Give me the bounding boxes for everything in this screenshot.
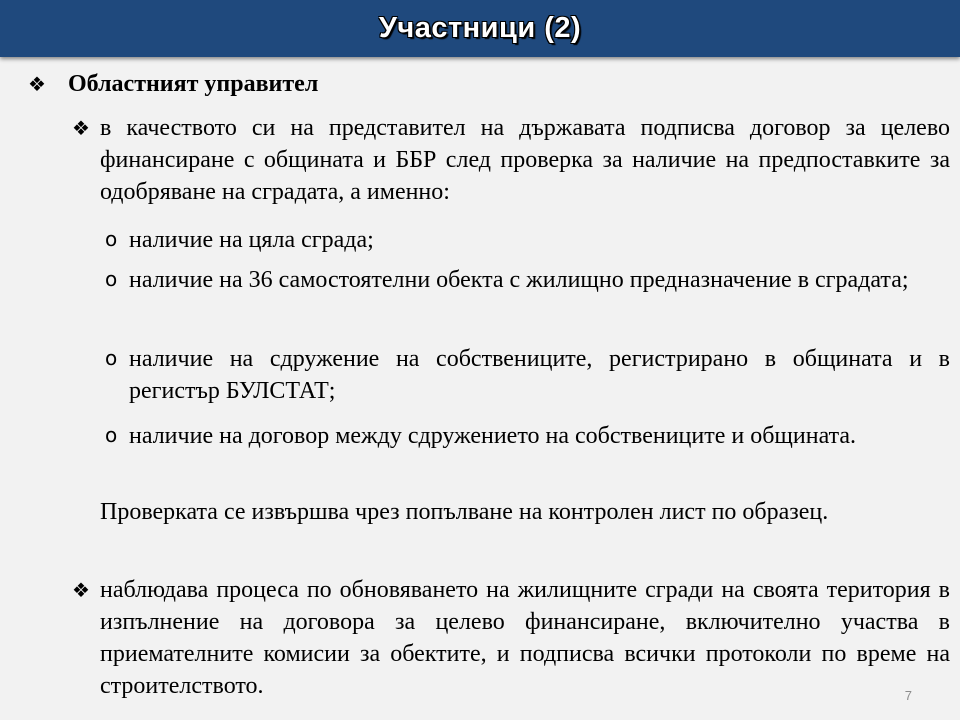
bullet-item-1 [72, 112, 950, 208]
bullet-item-2 [72, 574, 950, 702]
heading-text: Областният управител [68, 71, 319, 97]
sub-bullet-text: наличие на цяла сграда; [129, 227, 374, 253]
four-diamond-bullet-icon: ❖ [72, 578, 90, 602]
bullet-text: в качеството си на представител на държавата подписва договор за целево финансиране с общината и ББР след проверка за наличие на предпоставките за одобряване на сградата, а именно: [100, 115, 950, 205]
hollow-circle-bullet-icon: o [105, 227, 118, 251]
sub-bullet-text: наличие на договор между сдружението на собствениците и общината. [129, 423, 857, 449]
hollow-circle-bullet-icon: o [105, 346, 118, 370]
hollow-circle-bullet-icon: o [105, 267, 118, 291]
hollow-circle-bullet-icon: o [105, 423, 118, 447]
heading-item [28, 68, 928, 100]
sub-bullet-text: наличие на сдружение на собствениците, регистрирано в общината и в регистър БУЛСТАТ; [129, 346, 950, 404]
bullet-text: наблюдава процеса по обновяването на жилищните сгради на своята територия в изпълнение на договора за целево финансиране, включително участва в приемателните комисии за обектите, и подписва всички протоколи по време на строителството. [100, 577, 950, 699]
sub-bullet-item-3 [105, 343, 950, 407]
page-number: 7 [904, 688, 912, 703]
sub-bullet-item-4 [105, 420, 950, 452]
four-diamond-bullet-icon: ❖ [28, 72, 46, 96]
sub-bullet-item-1 [105, 224, 950, 256]
sub-bullet-text: наличие на 36 самостоятелни обекта с жилищно предназначение в сградата; [129, 267, 909, 293]
note-paragraph: Проверката се извършва чрез попълване на контролен лист по образец. [100, 499, 829, 525]
sub-bullet-item-2 [105, 264, 950, 296]
title-bar [0, 0, 960, 57]
slide-title: Участници (2) [378, 12, 582, 44]
four-diamond-bullet-icon: ❖ [72, 116, 90, 140]
